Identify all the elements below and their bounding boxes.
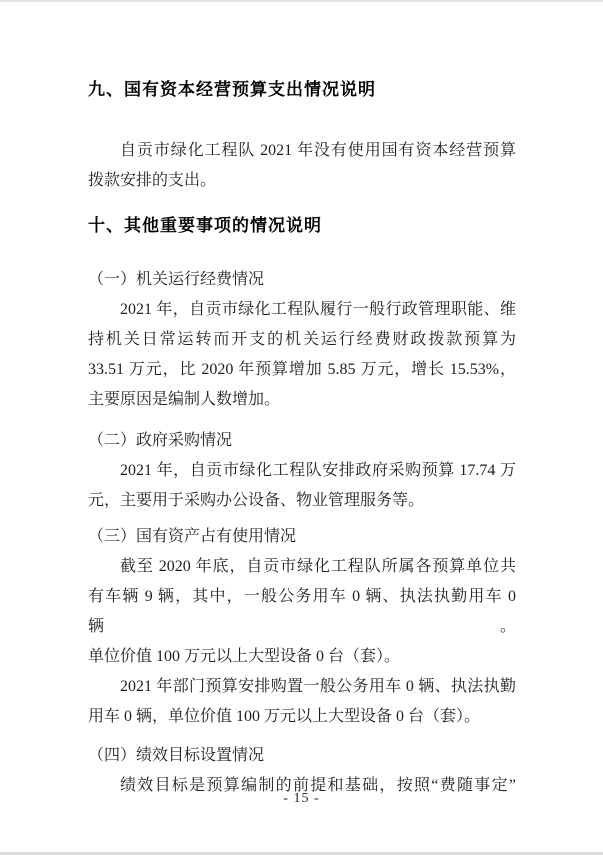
page-number: - 15 - — [283, 791, 320, 806]
text-line: 截至 2020 年底，自贡市绿化工程队所属各预算单位共 — [120, 558, 516, 575]
text-line: 2021 年，自贡市绿化工程队履行一般行政管理职能、维 — [120, 301, 516, 318]
subsection-4-heading: （四）绩效目标设置情况 — [88, 747, 265, 764]
section-9-heading: 九、国有资本经营预算支出情况说明 — [88, 80, 376, 99]
text-line: 自贡市绿化工程队 2021 年没有使用国有资本经营预算 — [120, 142, 516, 159]
text-line: 元，主要用于采购办公设备、物业管理服务等。 — [88, 492, 425, 509]
text-line: 33.51 万元，比 2020 年预算增加 5.85 万元，增长 15.53%， — [88, 361, 516, 378]
text-line: 持机关日常运转而开支的机关运行经费财政拨款预算为 — [88, 331, 516, 348]
subsection-1-paragraph — [88, 295, 516, 415]
subsection-2-paragraph — [88, 456, 516, 516]
text-line: 单位价值 100 万元以上大型设备 0 台（套）。 — [88, 648, 401, 665]
text-line: 2021 年，自贡市绿化工程队安排政府采购预算 17.74 万 — [120, 462, 516, 479]
document-content — [88, 0, 516, 801]
section-10-heading: 十、其他重要事项的情况说明 — [88, 216, 322, 235]
text-line: 2021 年部门预算安排购置一般公务用车 0 辆、执法执勤 — [120, 678, 516, 695]
text-line: 拨款安排的支出。 — [88, 172, 217, 189]
section-9-paragraph — [88, 136, 516, 196]
text-line: 有车辆 9 辆，其中，一般公务用车 0 辆、执法执勤用车 0 辆。 — [88, 588, 516, 635]
text-line: 用车 0 辆，单位价值 100 万元以上大型设备 0 台（套）。 — [88, 708, 481, 725]
subsection-3-heading: （三）国有资产占有使用情况 — [88, 528, 297, 545]
subsection-3-paragraph-2 — [88, 672, 516, 732]
subsection-1-heading: （一）机关运行经费情况 — [88, 271, 265, 288]
text-line: 主要原因是编制人数增加。 — [88, 391, 281, 408]
text-line: 绩效目标是预算编制的前提和基础，按照“费随事定” — [120, 777, 516, 794]
subsection-2-heading: （二）政府采购情况 — [88, 432, 233, 449]
subsection-3-paragraph-1 — [88, 552, 516, 672]
